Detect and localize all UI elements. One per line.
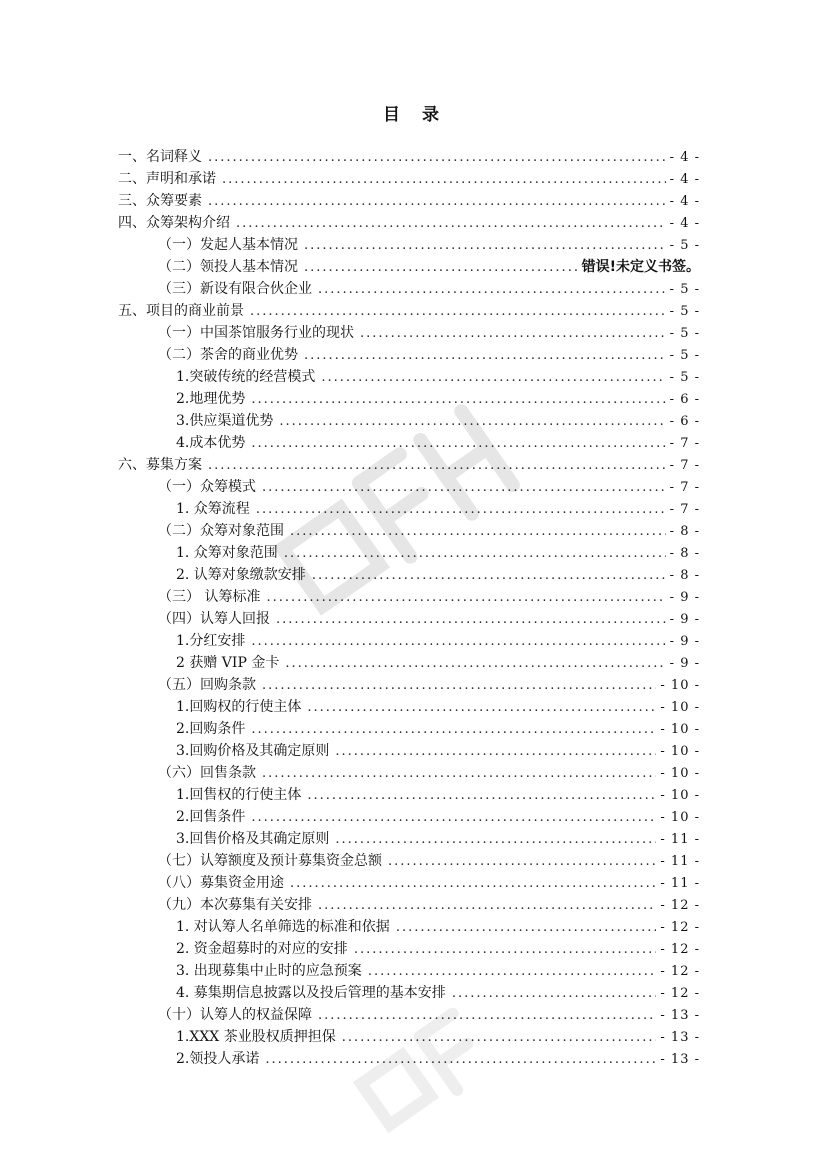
toc-dot-leader [251, 433, 665, 455]
toc-entry-error: 错误!未定义书签。 [581, 259, 700, 275]
toc-entry-label: 3.回购价格及其确定原则 [176, 743, 330, 759]
toc-entry-page: - 11 - [660, 832, 700, 847]
toc-entry-label: 三、众筹要素 [118, 193, 202, 209]
toc-dot-leader [304, 235, 666, 257]
toc-entry-page: - 10 - [660, 722, 700, 737]
toc-entry[interactable] [118, 300, 700, 322]
toc-dot-leader [396, 917, 657, 939]
toc-dot-leader [360, 323, 666, 345]
toc-dot-leader [312, 565, 666, 587]
toc-entry[interactable] [118, 850, 700, 872]
toc-entry[interactable] [118, 586, 700, 608]
toc-entry-label: 1.XXX 茶业股权质押担保 [176, 1029, 336, 1045]
toc-entry-page: - 7 - [669, 502, 700, 517]
toc-entry-page: - 7 - [669, 480, 700, 495]
toc-dot-leader [368, 961, 657, 983]
toc-entry-label: （一）众筹模式 [158, 479, 256, 495]
toc-entry[interactable] [118, 366, 700, 388]
toc-entry-label: （一）中国茶馆服务行业的现状 [158, 325, 354, 341]
toc-entry[interactable] [118, 1004, 700, 1026]
toc-entry-label: 一、名词释义 [118, 149, 202, 165]
toc-entry[interactable] [118, 762, 700, 784]
toc-entry-label: 4. 募集期信息披露以及投后管理的基本安排 [176, 985, 446, 1001]
toc-dot-leader [307, 785, 656, 807]
toc-entry-page: - 6 - [669, 392, 700, 407]
toc-dot-leader [307, 697, 656, 719]
toc-entry[interactable] [118, 256, 700, 278]
toc-entry-page: - 8 - [669, 524, 700, 539]
toc-dot-leader [318, 1005, 656, 1027]
toc-entry-label: 3. 出现募集中止时的应急预案 [176, 963, 362, 979]
toc-entry[interactable] [118, 894, 700, 916]
toc-entry-page: - 13 - [660, 1052, 700, 1067]
toc-entry-page: - 4 - [669, 216, 700, 231]
toc-entry-label: 2.回购条件 [176, 721, 246, 737]
toc-entry-page: - 5 - [669, 348, 700, 363]
toc-entry[interactable] [118, 190, 700, 212]
toc-entry-page: - 5 - [669, 326, 700, 341]
toc-entry-page: - 10 - [660, 766, 700, 781]
toc-entry[interactable] [118, 916, 700, 938]
toc-dot-leader [452, 983, 657, 1005]
toc-entry-label: （三） 认筹标准 [158, 589, 261, 605]
toc-entry-label: （八）募集资金用途 [158, 875, 284, 891]
toc-entry-page: - 4 - [669, 172, 700, 187]
toc-entry[interactable] [118, 454, 700, 476]
toc-entry-label: （二）茶舍的商业优势 [158, 347, 298, 363]
toc-dot-leader [208, 147, 666, 169]
toc-entry-page: - 10 - [660, 810, 700, 825]
toc-entry-label: （五）回购条款 [158, 677, 256, 693]
toc-dot-leader [354, 939, 657, 961]
toc-entry-page: - 9 - [669, 590, 700, 605]
toc-dot-leader [256, 499, 666, 521]
toc-dot-leader [262, 675, 656, 697]
toc-dot-leader [279, 411, 665, 433]
toc-entry[interactable] [118, 1026, 700, 1048]
toc-dot-leader [262, 763, 656, 785]
toc-entry-label: 1. 众筹流程 [176, 501, 250, 517]
toc-entry-page: - 10 - [660, 744, 700, 759]
toc-entry-label: （二）众筹对象范围 [158, 523, 284, 539]
toc-entry-label: 2.回售条件 [176, 809, 246, 825]
toc-dot-leader [266, 587, 665, 609]
toc-dot-leader [251, 719, 656, 741]
toc-entry-label: （九）本次募集有关安排 [158, 897, 312, 913]
toc-entry[interactable] [118, 388, 700, 410]
toc-entry-label: （四）认筹人回报 [158, 611, 270, 627]
toc-dot-leader [304, 257, 578, 279]
toc-entry-label: （三）新设有限合伙企业 [158, 281, 312, 297]
toc-entry-page: - 12 - [660, 898, 700, 913]
toc-dot-leader [222, 169, 666, 191]
toc-entry-label: （六）回售条款 [158, 765, 256, 781]
toc-entry-label: （二）领投人基本情况 [158, 259, 298, 275]
toc-entry[interactable] [118, 1048, 700, 1070]
toc-entry[interactable] [118, 784, 700, 806]
toc-entry-page: - 9 - [669, 612, 700, 627]
toc-entry-page: - 10 - [660, 788, 700, 803]
toc-dot-leader [285, 653, 665, 675]
table-of-contents [118, 146, 700, 1070]
toc-dot-leader [342, 1027, 657, 1049]
toc-entry[interactable] [118, 520, 700, 542]
toc-entry-page: - 5 - [669, 370, 700, 385]
toc-entry-page: - 7 - [669, 436, 700, 451]
toc-entry-label: （七）认筹额度及预计募集资金总额 [158, 853, 382, 869]
toc-entry[interactable] [118, 630, 700, 652]
toc-entry[interactable] [118, 168, 700, 190]
toc-entry[interactable] [118, 718, 700, 740]
toc-entry-page: - 5 - [669, 282, 700, 297]
toc-dot-leader [388, 851, 656, 873]
toc-dot-leader [251, 631, 665, 653]
toc-dot-leader [236, 213, 666, 235]
toc-entry-page: - 12 - [660, 964, 700, 979]
toc-entry[interactable] [118, 828, 700, 850]
toc-entry-label: 2. 认筹对象缴款安排 [176, 567, 306, 583]
toc-entry-page: - 10 - [660, 700, 700, 715]
toc-dot-leader [304, 345, 666, 367]
page-title: 目 录 [383, 105, 447, 125]
toc-entry-label: 1.回售权的行使主体 [176, 787, 302, 803]
toc-entry-page: - 12 - [660, 920, 700, 935]
toc-dot-leader [251, 807, 656, 829]
toc-entry-label: 3.供应渠道优势 [176, 413, 274, 429]
toc-dot-leader [208, 455, 666, 477]
toc-entry[interactable] [118, 146, 700, 168]
toc-dot-leader [290, 873, 656, 895]
toc-entry[interactable] [118, 960, 700, 982]
toc-entry[interactable] [118, 806, 700, 828]
toc-entry[interactable] [118, 674, 700, 696]
toc-entry-page: - 4 - [669, 194, 700, 209]
toc-entry-label: （一）发起人基本情况 [158, 237, 298, 253]
toc-entry-page: - 10 - [660, 678, 700, 693]
toc-dot-leader [318, 279, 666, 301]
toc-entry[interactable] [118, 872, 700, 894]
toc-entry-label: 1. 众筹对象范围 [176, 545, 278, 561]
toc-entry-label: 六、募集方案 [118, 457, 202, 473]
toc-entry-page: - 5 - [669, 238, 700, 253]
toc-entry[interactable] [118, 212, 700, 234]
toc-entry-label: （十）认筹人的权益保障 [158, 1007, 312, 1023]
toc-entry[interactable] [118, 608, 700, 630]
toc-entry-label: 4.成本优势 [176, 435, 246, 451]
toc-entry-label: 1.突破传统的经营模式 [176, 369, 316, 385]
toc-dot-leader [276, 609, 666, 631]
toc-dot-leader [250, 301, 666, 323]
toc-dot-leader [321, 367, 665, 389]
toc-entry[interactable] [118, 542, 700, 564]
toc-entry[interactable] [118, 410, 700, 432]
toc-dot-leader [265, 1049, 656, 1071]
toc-entry-page: - 12 - [660, 986, 700, 1001]
toc-entry-label: 1.回购权的行使主体 [176, 699, 302, 715]
toc-dot-leader [262, 477, 666, 499]
toc-entry-page: - 9 - [669, 634, 700, 649]
toc-entry[interactable] [118, 278, 700, 300]
toc-entry-page: - 13 - [660, 1008, 700, 1023]
toc-entry[interactable] [118, 476, 700, 498]
toc-entry-page: - 7 - [669, 458, 700, 473]
toc-entry-page: - 6 - [669, 414, 700, 429]
toc-entry[interactable] [118, 322, 700, 344]
toc-entry-page: - 9 - [669, 656, 700, 671]
toc-entry-label: 1.分红安排 [176, 633, 246, 649]
toc-entry-page: - 12 - [660, 942, 700, 957]
toc-entry[interactable] [118, 696, 700, 718]
toc-entry-label: 2.地理优势 [176, 391, 246, 407]
toc-dot-leader [284, 543, 666, 565]
toc-dot-leader [290, 521, 666, 543]
toc-entry[interactable] [118, 652, 700, 674]
toc-entry-page: - 8 - [669, 546, 700, 561]
toc-entry-label: 二、声明和承诺 [118, 171, 216, 187]
toc-entry[interactable] [118, 938, 700, 960]
toc-entry-label: 3.回售价格及其确定原则 [176, 831, 330, 847]
toc-entry[interactable] [118, 982, 700, 1004]
toc-dot-leader [335, 829, 656, 851]
toc-entry-label: 五、项目的商业前景 [118, 303, 244, 319]
toc-entry-label: 2.领投人承诺 [176, 1051, 260, 1067]
toc-entry[interactable] [118, 432, 700, 454]
toc-entry-label: 2 获赠 VIP 金卡 [176, 655, 280, 671]
toc-entry[interactable] [118, 344, 700, 366]
toc-entry-page: - 4 - [669, 150, 700, 165]
toc-entry-page: - 13 - [660, 1030, 700, 1045]
toc-entry[interactable] [118, 564, 700, 586]
toc-entry-label: 2. 资金超募时的对应的安排 [176, 941, 348, 957]
toc-entry-page: - 5 - [669, 304, 700, 319]
toc-entry-page: - 8 - [669, 568, 700, 583]
toc-entry-label: 1. 对认筹人名单筛选的标准和依据 [176, 919, 390, 935]
toc-entry-page: - 11 - [660, 854, 700, 869]
toc-entry[interactable] [118, 740, 700, 762]
toc-dot-leader [318, 895, 656, 917]
toc-dot-leader [208, 191, 666, 213]
toc-entry[interactable] [118, 498, 700, 520]
toc-entry[interactable] [118, 234, 700, 256]
toc-entry-label: 四、众筹架构介绍 [118, 215, 230, 231]
toc-dot-leader [251, 389, 665, 411]
toc-dot-leader [335, 741, 656, 763]
toc-entry-page: - 11 - [660, 876, 700, 891]
